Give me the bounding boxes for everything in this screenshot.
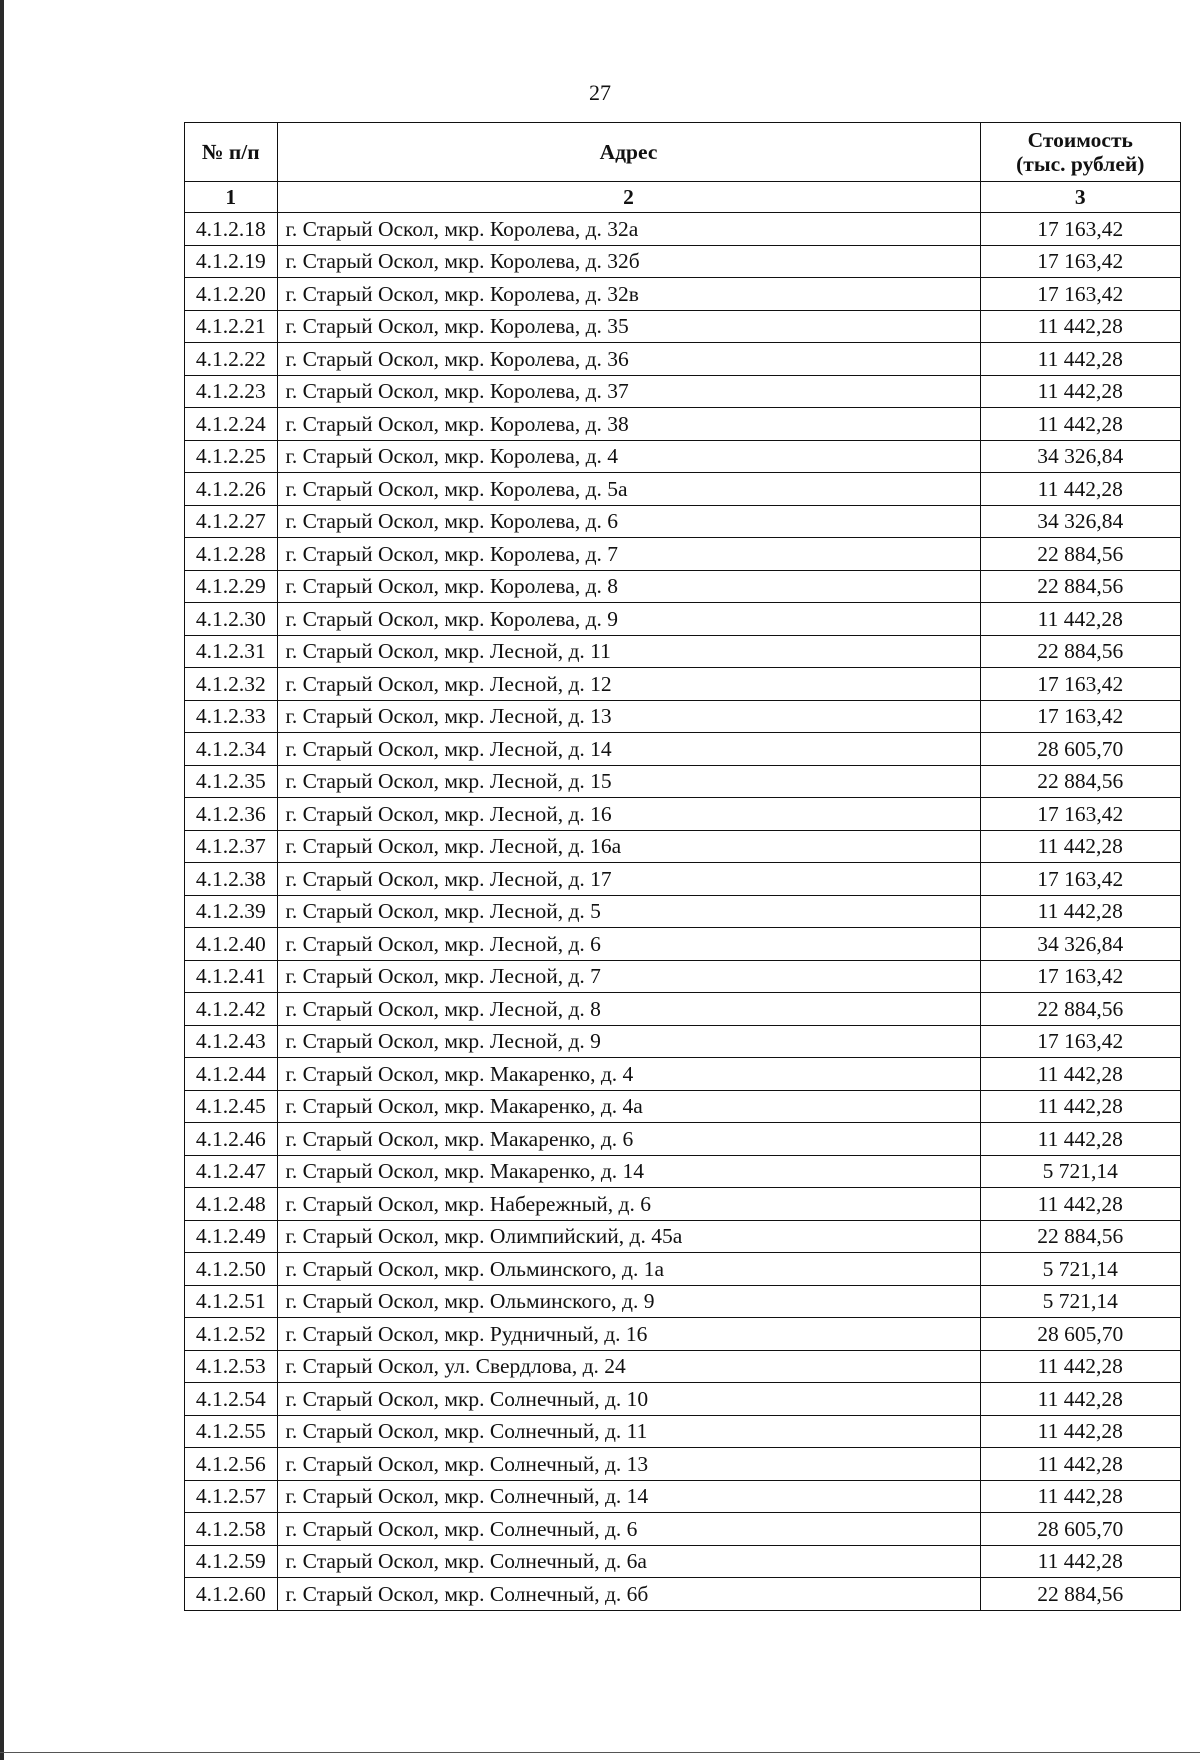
row-number-cell: 4.1.2.34	[185, 733, 278, 766]
table-row	[185, 1090, 1181, 1123]
cost-cell: 17 163,42	[980, 213, 1180, 246]
price-table	[184, 122, 1181, 1611]
address-cell: г. Старый Оскол, мкр. Лесной, д. 12	[277, 668, 980, 701]
header-cost-line1: Стоимость	[1027, 128, 1133, 152]
table-row	[185, 538, 1181, 571]
cost-cell: 22 884,56	[980, 765, 1180, 798]
address-cell: г. Старый Оскол, мкр. Макаренко, д. 4	[277, 1058, 980, 1091]
column-number-1: 1	[185, 182, 278, 213]
scan-edge-bottom	[0, 1752, 1200, 1753]
column-number-row	[185, 182, 1181, 213]
cost-cell: 17 163,42	[980, 245, 1180, 278]
row-number-cell: 4.1.2.19	[185, 245, 278, 278]
cost-cell: 5 721,14	[980, 1155, 1180, 1188]
table-row	[185, 278, 1181, 311]
address-cell: г. Старый Оскол, мкр. Королева, д. 32в	[277, 278, 980, 311]
row-number-cell: 4.1.2.22	[185, 343, 278, 376]
table-row	[185, 1285, 1181, 1318]
row-number-cell: 4.1.2.57	[185, 1480, 278, 1513]
cost-cell: 5 721,14	[980, 1253, 1180, 1286]
cost-cell: 11 442,28	[980, 1350, 1180, 1383]
address-cell: г. Старый Оскол, мкр. Лесной, д. 13	[277, 700, 980, 733]
row-number-cell: 4.1.2.43	[185, 1025, 278, 1058]
row-number-cell: 4.1.2.44	[185, 1058, 278, 1091]
row-number-cell: 4.1.2.40	[185, 928, 278, 961]
table-row	[185, 310, 1181, 343]
row-number-cell: 4.1.2.33	[185, 700, 278, 733]
address-cell: г. Старый Оскол, мкр. Королева, д. 6	[277, 505, 980, 538]
row-number-cell: 4.1.2.59	[185, 1545, 278, 1578]
table-row	[185, 473, 1181, 506]
cost-cell: 11 442,28	[980, 1383, 1180, 1416]
address-cell: г. Старый Оскол, мкр. Макаренко, д. 14	[277, 1155, 980, 1188]
scan-edge-left	[0, 0, 4, 1760]
cost-cell: 17 163,42	[980, 1025, 1180, 1058]
address-cell: г. Старый Оскол, мкр. Лесной, д. 5	[277, 895, 980, 928]
cost-cell: 28 605,70	[980, 1318, 1180, 1351]
cost-cell: 11 442,28	[980, 895, 1180, 928]
row-number-cell: 4.1.2.49	[185, 1220, 278, 1253]
row-number-cell: 4.1.2.20	[185, 278, 278, 311]
table-row	[185, 1383, 1181, 1416]
row-number-cell: 4.1.2.50	[185, 1253, 278, 1286]
address-cell: г. Старый Оскол, мкр. Набережный, д. 6	[277, 1188, 980, 1221]
table-row	[185, 213, 1181, 246]
table-row	[185, 1578, 1181, 1611]
table-row	[185, 1220, 1181, 1253]
row-number-cell: 4.1.2.21	[185, 310, 278, 343]
row-number-cell: 4.1.2.32	[185, 668, 278, 701]
row-number-cell: 4.1.2.36	[185, 798, 278, 831]
cost-cell: 34 326,84	[980, 505, 1180, 538]
row-number-cell: 4.1.2.45	[185, 1090, 278, 1123]
cost-cell: 11 442,28	[980, 1448, 1180, 1481]
address-cell: г. Старый Оскол, мкр. Лесной, д. 8	[277, 993, 980, 1026]
address-cell: г. Старый Оскол, мкр. Ольминского, д. 1а	[277, 1253, 980, 1286]
row-number-cell: 4.1.2.41	[185, 960, 278, 993]
table-row	[185, 928, 1181, 961]
row-number-cell: 4.1.2.30	[185, 603, 278, 636]
address-cell: г. Старый Оскол, мкр. Лесной, д. 14	[277, 733, 980, 766]
address-cell: г. Старый Оскол, мкр. Лесной, д. 16	[277, 798, 980, 831]
table-row	[185, 505, 1181, 538]
cost-cell: 11 442,28	[980, 1123, 1180, 1156]
table-row	[185, 733, 1181, 766]
table-row	[185, 993, 1181, 1026]
table-row	[185, 1253, 1181, 1286]
row-number-cell: 4.1.2.55	[185, 1415, 278, 1448]
table-row	[185, 960, 1181, 993]
row-number-cell: 4.1.2.25	[185, 440, 278, 473]
address-cell: г. Старый Оскол, мкр. Лесной, д. 9	[277, 1025, 980, 1058]
address-cell: г. Старый Оскол, мкр. Макаренко, д. 6	[277, 1123, 980, 1156]
row-number-cell: 4.1.2.54	[185, 1383, 278, 1416]
table-row	[185, 1025, 1181, 1058]
address-cell: г. Старый Оскол, мкр. Королева, д. 32б	[277, 245, 980, 278]
cost-cell: 17 163,42	[980, 668, 1180, 701]
address-cell: г. Старый Оскол, мкр. Солнечный, д. 13	[277, 1448, 980, 1481]
cost-cell: 11 442,28	[980, 1188, 1180, 1221]
row-number-cell: 4.1.2.51	[185, 1285, 278, 1318]
cost-cell: 34 326,84	[980, 440, 1180, 473]
cost-cell: 11 442,28	[980, 830, 1180, 863]
address-cell: г. Старый Оскол, мкр. Солнечный, д. 10	[277, 1383, 980, 1416]
header-cost-line2: (тыс. рублей)	[1016, 152, 1145, 176]
cost-cell: 22 884,56	[980, 570, 1180, 603]
table-body	[185, 213, 1181, 1611]
cost-cell: 5 721,14	[980, 1285, 1180, 1318]
row-number-cell: 4.1.2.18	[185, 213, 278, 246]
table-row	[185, 1545, 1181, 1578]
table-row	[185, 830, 1181, 863]
page-number: 27	[589, 80, 611, 105]
table-row	[185, 245, 1181, 278]
table-row	[185, 1188, 1181, 1221]
cost-cell: 22 884,56	[980, 635, 1180, 668]
table-row	[185, 1318, 1181, 1351]
cost-cell: 11 442,28	[980, 375, 1180, 408]
cost-cell: 11 442,28	[980, 343, 1180, 376]
address-cell: г. Старый Оскол, ул. Свердлова, д. 24	[277, 1350, 980, 1383]
row-number-cell: 4.1.2.29	[185, 570, 278, 603]
cost-cell: 11 442,28	[980, 473, 1180, 506]
cost-cell: 11 442,28	[980, 1545, 1180, 1578]
address-cell: г. Старый Оскол, мкр. Рудничный, д. 16	[277, 1318, 980, 1351]
row-number-cell: 4.1.2.38	[185, 863, 278, 896]
header-row	[185, 123, 1181, 182]
row-number-cell: 4.1.2.52	[185, 1318, 278, 1351]
address-cell: г. Старый Оскол, мкр. Солнечный, д. 6б	[277, 1578, 980, 1611]
header-cost	[980, 123, 1180, 182]
table-row	[185, 635, 1181, 668]
table-row	[185, 408, 1181, 441]
table-row	[185, 1350, 1181, 1383]
address-cell: г. Старый Оскол, мкр. Солнечный, д. 14	[277, 1480, 980, 1513]
table-row	[185, 1513, 1181, 1546]
cost-cell: 11 442,28	[980, 310, 1180, 343]
address-cell: г. Старый Оскол, мкр. Королева, д. 37	[277, 375, 980, 408]
address-cell: г. Старый Оскол, мкр. Королева, д. 9	[277, 603, 980, 636]
cost-cell: 28 605,70	[980, 1513, 1180, 1546]
address-cell: г. Старый Оскол, мкр. Солнечный, д. 11	[277, 1415, 980, 1448]
row-number-cell: 4.1.2.60	[185, 1578, 278, 1611]
address-cell: г. Старый Оскол, мкр. Ольминского, д. 9	[277, 1285, 980, 1318]
cost-cell: 11 442,28	[980, 1415, 1180, 1448]
table-row	[185, 1058, 1181, 1091]
address-cell: г. Старый Оскол, мкр. Макаренко, д. 4а	[277, 1090, 980, 1123]
cost-cell: 22 884,56	[980, 538, 1180, 571]
table-row	[185, 440, 1181, 473]
table-row	[185, 798, 1181, 831]
header-address: Адрес	[277, 123, 980, 182]
row-number-cell: 4.1.2.46	[185, 1123, 278, 1156]
cost-cell: 17 163,42	[980, 798, 1180, 831]
cost-cell: 34 326,84	[980, 928, 1180, 961]
row-number-cell: 4.1.2.27	[185, 505, 278, 538]
table-row	[185, 1448, 1181, 1481]
address-cell: г. Старый Оскол, мкр. Королева, д. 36	[277, 343, 980, 376]
table-row	[185, 570, 1181, 603]
row-number-cell: 4.1.2.58	[185, 1513, 278, 1546]
cost-cell: 17 163,42	[980, 700, 1180, 733]
address-cell: г. Старый Оскол, мкр. Лесной, д. 6	[277, 928, 980, 961]
address-cell: г. Старый Оскол, мкр. Лесной, д. 16а	[277, 830, 980, 863]
cost-cell: 11 442,28	[980, 1058, 1180, 1091]
address-cell: г. Старый Оскол, мкр. Королева, д. 4	[277, 440, 980, 473]
cost-cell: 22 884,56	[980, 1220, 1180, 1253]
column-number-2: 2	[277, 182, 980, 213]
table-row	[185, 603, 1181, 636]
table-row	[185, 765, 1181, 798]
table-row	[185, 895, 1181, 928]
row-number-cell: 4.1.2.35	[185, 765, 278, 798]
cost-cell: 11 442,28	[980, 1090, 1180, 1123]
cost-cell: 11 442,28	[980, 408, 1180, 441]
address-cell: г. Старый Оскол, мкр. Лесной, д. 11	[277, 635, 980, 668]
table-row	[185, 343, 1181, 376]
row-number-cell: 4.1.2.24	[185, 408, 278, 441]
cost-cell: 22 884,56	[980, 993, 1180, 1026]
cost-cell: 11 442,28	[980, 603, 1180, 636]
row-number-cell: 4.1.2.53	[185, 1350, 278, 1383]
address-cell: г. Старый Оскол, мкр. Королева, д. 38	[277, 408, 980, 441]
row-number-cell: 4.1.2.42	[185, 993, 278, 1026]
row-number-cell: 4.1.2.47	[185, 1155, 278, 1188]
table-row	[185, 863, 1181, 896]
table-row	[185, 1155, 1181, 1188]
table-row	[185, 1415, 1181, 1448]
address-cell: г. Старый Оскол, мкр. Королева, д. 7	[277, 538, 980, 571]
row-number-cell: 4.1.2.56	[185, 1448, 278, 1481]
row-number-cell: 4.1.2.26	[185, 473, 278, 506]
row-number-cell: 4.1.2.48	[185, 1188, 278, 1221]
cost-cell: 11 442,28	[980, 1480, 1180, 1513]
table-row	[185, 1480, 1181, 1513]
cost-cell: 28 605,70	[980, 733, 1180, 766]
cost-cell: 17 163,42	[980, 960, 1180, 993]
column-number-3: 3	[980, 182, 1180, 213]
cost-cell: 22 884,56	[980, 1578, 1180, 1611]
address-cell: г. Старый Оскол, мкр. Королева, д. 8	[277, 570, 980, 603]
address-cell: г. Старый Оскол, мкр. Лесной, д. 7	[277, 960, 980, 993]
address-cell: г. Старый Оскол, мкр. Солнечный, д. 6	[277, 1513, 980, 1546]
row-number-cell: 4.1.2.28	[185, 538, 278, 571]
address-cell: г. Старый Оскол, мкр. Королева, д. 35	[277, 310, 980, 343]
table-row	[185, 1123, 1181, 1156]
row-number-cell: 4.1.2.37	[185, 830, 278, 863]
table-row	[185, 668, 1181, 701]
row-number-cell: 4.1.2.39	[185, 895, 278, 928]
table-row	[185, 375, 1181, 408]
address-cell: г. Старый Оскол, мкр. Олимпийский, д. 45а	[277, 1220, 980, 1253]
row-number-cell: 4.1.2.31	[185, 635, 278, 668]
address-cell: г. Старый Оскол, мкр. Лесной, д. 17	[277, 863, 980, 896]
address-cell: г. Старый Оскол, мкр. Солнечный, д. 6а	[277, 1545, 980, 1578]
address-cell: г. Старый Оскол, мкр. Лесной, д. 15	[277, 765, 980, 798]
cost-cell: 17 163,42	[980, 278, 1180, 311]
row-number-cell: 4.1.2.23	[185, 375, 278, 408]
address-cell: г. Старый Оскол, мкр. Королева, д. 32а	[277, 213, 980, 246]
table-row	[185, 700, 1181, 733]
header-num: № п/п	[185, 123, 278, 182]
cost-cell: 17 163,42	[980, 863, 1180, 896]
address-cell: г. Старый Оскол, мкр. Королева, д. 5а	[277, 473, 980, 506]
